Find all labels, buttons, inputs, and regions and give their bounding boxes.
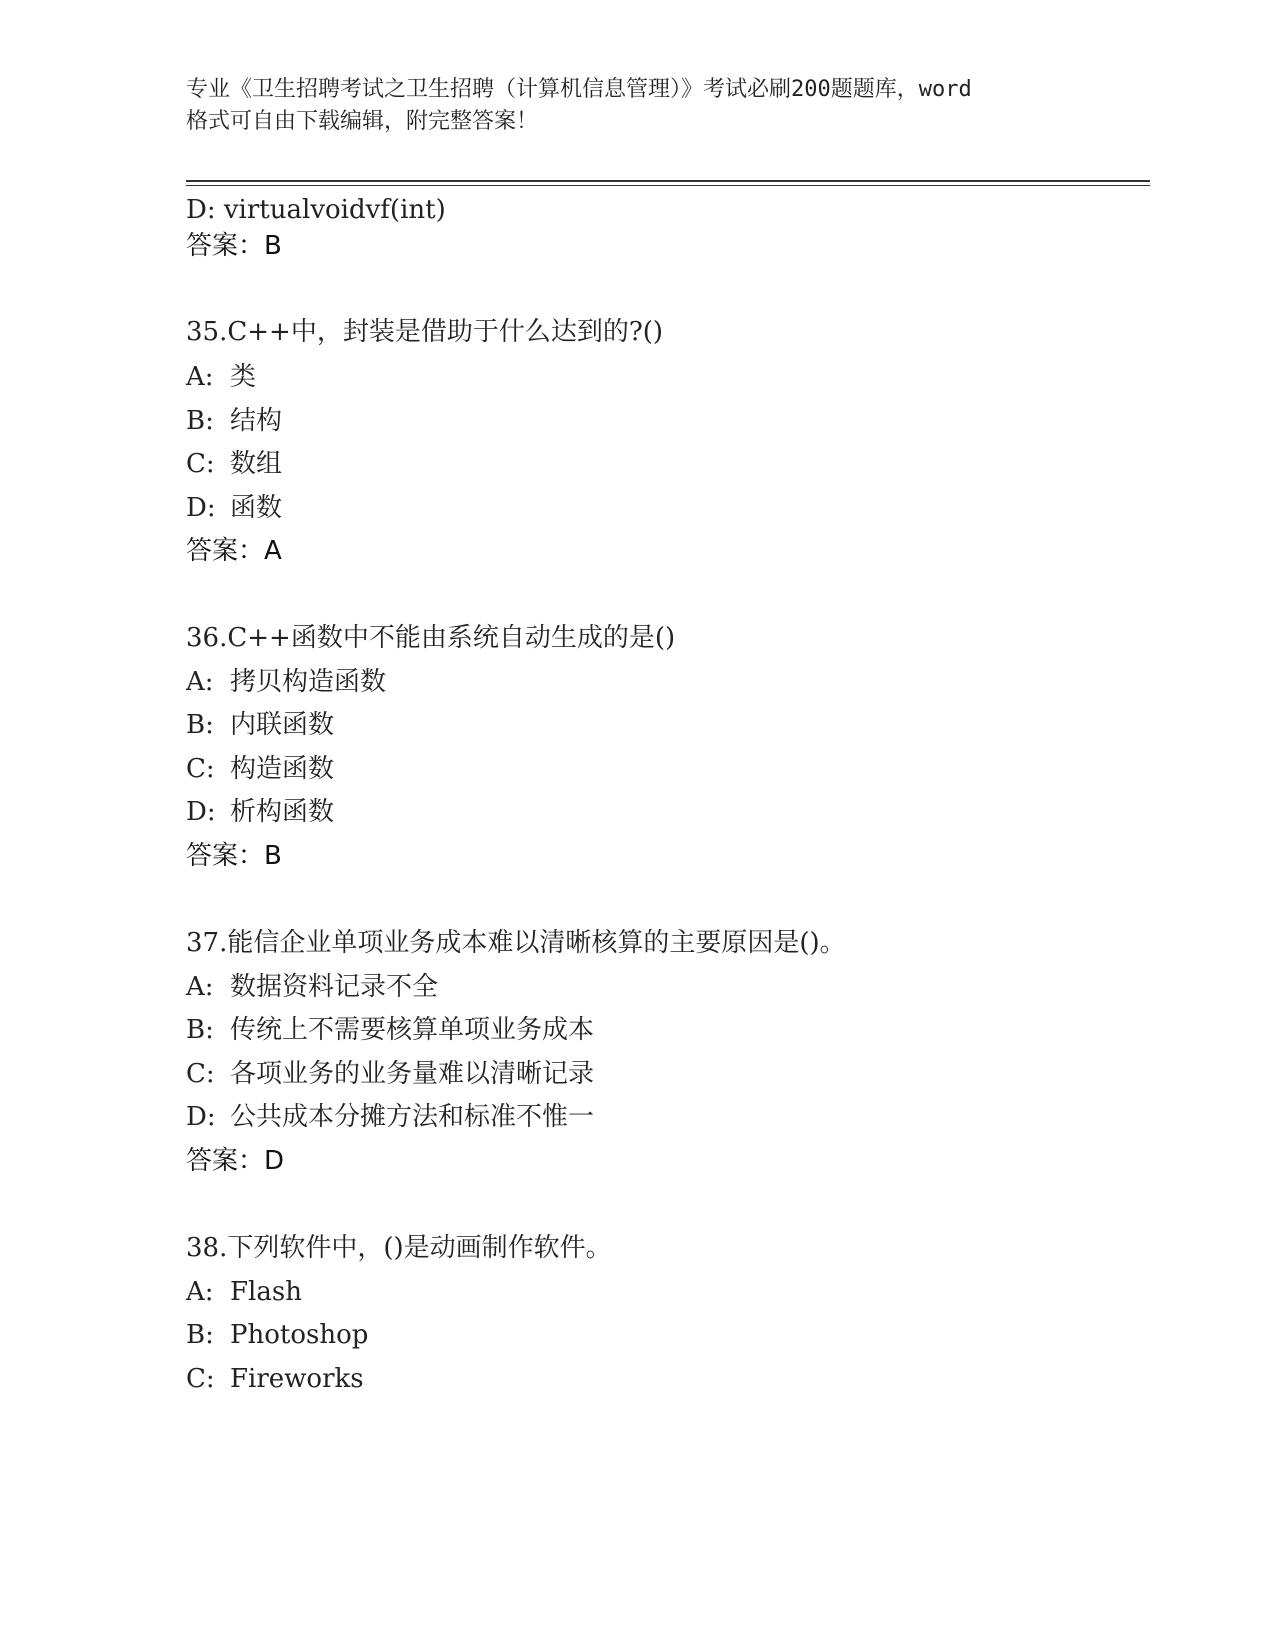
option-letter: D:: [186, 1102, 216, 1132]
header-line-1: 专业《卫生招聘考试之卫生招聘（计算机信息管理）》考试必刷200题题库，word: [186, 77, 972, 102]
option-text: 数组: [230, 449, 283, 479]
option-text: Photoshop: [230, 1320, 369, 1350]
carry-over-option-d: D: virtualvoidvf(int): [186, 195, 446, 225]
answer-line: 答案：D: [186, 1146, 285, 1176]
option-text: 传统上不需要核算单项业务成本: [230, 1015, 595, 1045]
carry-over-answer: 答案：B: [186, 231, 282, 261]
option-text: Flash: [230, 1277, 302, 1307]
option-letter: D:: [186, 797, 216, 827]
option-text: 结构: [230, 406, 283, 436]
header-divider-top: [186, 180, 1150, 182]
header-line-2: 格式可自由下载编辑，附完整答案！: [186, 109, 539, 134]
option-letter: B:: [186, 406, 214, 436]
question-stem: 38.下列软件中，()是动画制作软件。: [186, 1233, 612, 1263]
option-letter: C:: [186, 754, 215, 784]
option-a: [186, 969, 438, 1005]
question-stem: 36.C++函数中不能由系统自动生成的是(): [186, 623, 676, 653]
option-text: 拷贝构造函数: [230, 667, 387, 697]
option-letter: A:: [186, 362, 214, 392]
option-d: [186, 490, 282, 526]
option-letter: B:: [186, 1320, 214, 1350]
option-a: [186, 664, 386, 700]
option-c: [186, 446, 282, 482]
option-letter: A:: [186, 972, 214, 1002]
option-letter: A:: [186, 667, 214, 697]
option-c: [186, 751, 334, 787]
question-stem: 35.C++中，封装是借助于什么达到的?(): [186, 317, 664, 347]
option-letter: C:: [186, 1364, 215, 1394]
option-d: [186, 794, 334, 830]
option-text: Fireworks: [230, 1364, 364, 1394]
header-divider-bottom: [186, 185, 1150, 186]
option-b: [186, 1012, 594, 1048]
option-a: [186, 359, 256, 395]
option-d: [186, 1099, 594, 1135]
option-text: 各项业务的业务量难以清晰记录: [230, 1059, 595, 1089]
option-text: 函数: [230, 493, 283, 523]
document-header: [186, 74, 1086, 138]
option-b: [186, 1317, 368, 1353]
answer-line: 答案：A: [186, 536, 282, 566]
option-b: [186, 707, 334, 743]
option-text: 公共成本分摊方法和标准不惟一: [230, 1102, 595, 1132]
option-c: [186, 1056, 594, 1092]
option-letter: C:: [186, 449, 215, 479]
answer-line: 答案：B: [186, 841, 282, 871]
option-text: 构造函数: [230, 754, 335, 784]
question-stem: 37.能信企业单项业务成本难以清晰核算的主要原因是()。: [186, 928, 846, 958]
option-letter: B:: [186, 1015, 214, 1045]
option-letter: B:: [186, 710, 214, 740]
option-b: [186, 403, 282, 439]
option-letter: C:: [186, 1059, 215, 1089]
option-letter: D:: [186, 493, 216, 523]
option-letter: A:: [186, 1277, 214, 1307]
option-a: [186, 1274, 302, 1310]
option-text: 数据资料记录不全: [230, 972, 439, 1002]
option-text: 析构函数: [230, 797, 335, 827]
option-text: 类: [230, 362, 257, 392]
option-text: 内联函数: [230, 710, 335, 740]
option-c: [186, 1361, 364, 1397]
